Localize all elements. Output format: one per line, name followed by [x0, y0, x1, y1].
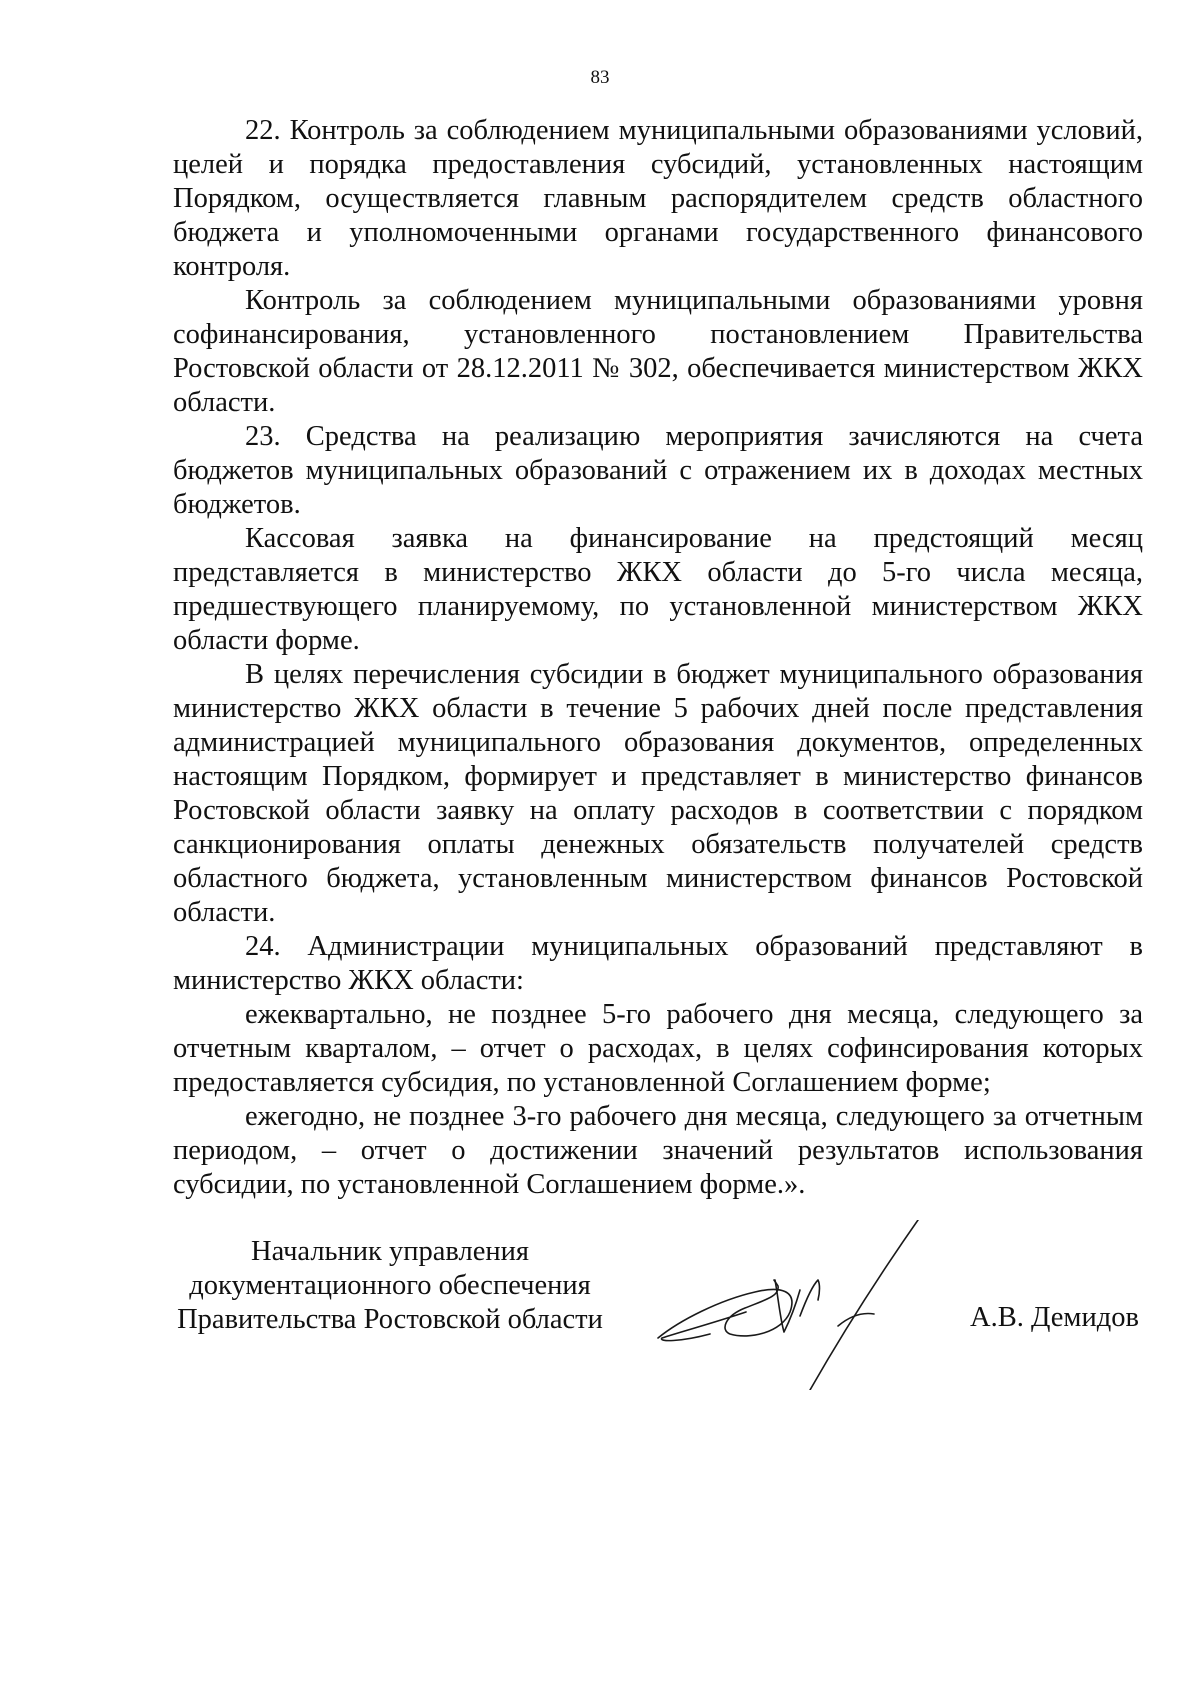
- signatory-name: А.В. Демидов: [970, 1302, 1139, 1333]
- paragraph-23-cash-request: Кассовая заявка на финансирование на предстоящий месяц представляется в министерство ЖКХ области до 5-го числа месяца, предшествующего планируемому, по установленной министерством ЖКХ области форме.: [173, 523, 1143, 656]
- page-number: 83: [590, 67, 610, 88]
- signatory-position-line: документационного обеспечения: [189, 1270, 591, 1301]
- paragraph-22: 22. Контроль за соблюдением муниципальными образованиями условий, целей и порядка предоставления субсидий, установленных настоящим Порядком, осуществляется главным распорядителем средств областного бюджета и уполномоченными органами государственного финансового контроля.: [173, 115, 1143, 282]
- handwritten-signature: [650, 1220, 940, 1390]
- paragraph-24-annual: ежегодно, не позднее 3-го рабочего дня месяца, следующего за отчетным периодом, – отчет о достижении значений результатов использования субсидии, по установленной Соглашением форме.».: [173, 1101, 1143, 1200]
- paragraph-22-cofinancing: Контроль за соблюдением муниципальными образованиями уровня софинансирования, установленного постановлением Правительства Ростовской области от 28.12.2011 № 302, обеспечивается министерством ЖКХ области.: [173, 285, 1143, 418]
- document-body: [173, 114, 1143, 1202]
- paragraph-23-transfer: В целях перечисления субсидии в бюджет муниципального образования министерство ЖКХ области в течение 5 рабочих дней после представления администрацией муниципального образования документов, определенных настоящим Порядком, формирует и представляет в министерство финансов Ростовской области заявку на оплату расходов в соответствии с порядком санкционирования оплаты денежных обязательств получателей средств областного бюджета, установленным министерством финансов Ростовской области.: [173, 659, 1143, 928]
- signatory-position-line: Правительства Ростовской области: [177, 1304, 603, 1335]
- paragraph-24: 24. Администрации муниципальных образований представляют в министерство ЖКХ области:: [173, 931, 1143, 996]
- signatory-position: [170, 1235, 610, 1337]
- paragraph-24-quarterly: ежеквартально, не позднее 5-го рабочего дня месяца, следующего за отчетным кварталом, – отчет о расходах, в целях софинсирования которых предоставляется субсидия, по установленной Соглашением форме;: [173, 999, 1143, 1098]
- paragraph-23: 23. Средства на реализацию мероприятия зачисляются на счета бюджетов муниципальных образований с отражением их в доходах местных бюджетов.: [173, 421, 1143, 520]
- signatory-position-line: Начальник управления: [251, 1236, 529, 1267]
